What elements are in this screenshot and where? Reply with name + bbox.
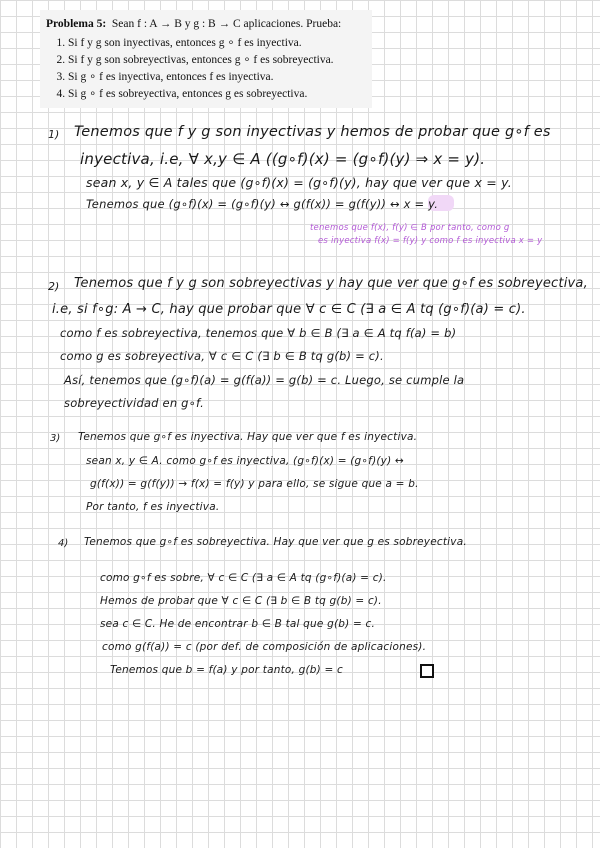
answer-1-line-3: sean x, y ∈ A tales que (g∘f)(x) = (g∘f)(y), hay que ver que x = y. (86, 175, 512, 190)
problem-statement: Sean f : A → B y g : B → C aplicaciones. Prueba: (111, 18, 342, 30)
answer-3-line-4: Por tanto, f es inyectiva. (86, 501, 220, 513)
answer-1-line-4: Tenemos que (g∘f)(x) = (g∘f)(y) ↔ g(f(x)) = g(f(y)) ↔ x = y. (86, 197, 439, 211)
answer-3-line-2: sean x, y ∈ A. como g∘f es inyectiva, (g∘f)(x) = (g∘f)(y) ↔ (86, 455, 404, 467)
answer-1-line-2: inyectiva, i.e, ∀ x,y ∈ A ((g∘f)(x) = (g∘f)(y) ⇒ x = y). (80, 150, 486, 168)
answer-1-number: 1) (48, 128, 60, 141)
answer-2-line-3: como f es sobreyectiva, tenemos que ∀ b ∈ B (∃ a ∈ A tq f(a) = b) (60, 326, 457, 340)
answer-2-line-4: como g es sobreyectiva, ∀ c ∈ C (∃ b ∈ B tq g(b) = c). (60, 349, 384, 363)
answer-4-line-2: como g∘f es sobre, ∀ c ∈ C (∃ a ∈ A tq (g∘f)(a) = c). (100, 572, 387, 584)
problem-title: Problema 5: (46, 18, 107, 30)
answer-2-line-5: Así, tenemos que (g∘f)(a) = g(f(a)) = g(b) = c. Luego, se cumple la (64, 373, 465, 387)
problem-item-1: 1. Si f y g son inyectivas, entonces g ∘ f es inyectiva. (68, 35, 366, 52)
problem-header (46, 16, 366, 33)
answer-4-line-3: Hemos de probar que ∀ c ∈ C (∃ b ∈ B tq g(b) = c). (100, 595, 382, 607)
answer-1-line-1: Tenemos que f y g son inyectivas y hemos de probar que g∘f es (74, 124, 551, 140)
answer-2-line-6: sobreyectividad en g∘f. (64, 396, 204, 410)
answer-4-number: 4) (58, 538, 69, 549)
problem-item-2: 2. Si f y g son sobreyectivas, entonces g ∘ f es sobreyectiva. (68, 52, 366, 69)
answer-4-line-4: sea c ∈ C. He de encontrar b ∈ B tal que g(b) = c. (100, 618, 376, 630)
answer-3-line-1: Tenemos que g∘f es inyectiva. Hay que ver que f es inyectiva. (78, 431, 418, 443)
qed-square-icon (420, 664, 434, 678)
problem-item-4: 4. Si g ∘ f es sobreyectiva, entonces g es sobreyectiva. (68, 86, 366, 103)
answer-2-line-2: i.e, si f∘g: A → C, hay que probar que ∀ c ∈ C (∃ a ∈ A tq (g∘f)(a) = c). (52, 302, 526, 317)
answer-4-line-5: como g(f(a)) = c (por def. de composición de aplicaciones). (102, 641, 427, 653)
answer-2-number: 2) (48, 280, 60, 293)
answer-3-number: 3) (50, 433, 61, 444)
answer-4-line-1: Tenemos que g∘f es sobreyectiva. Hay que ver que g es sobreyectiva. (84, 536, 467, 548)
answer-4-line-6: Tenemos que b = f(a) y por tanto, g(b) = c (110, 664, 343, 676)
problem-statement-box (40, 10, 372, 108)
answer-3-line-3: g(f(x)) = g(f(y)) → f(x) = f(y) y para ello, se sigue que a = b. (90, 478, 419, 490)
answer-1-note-line-1: tenemos que f(x), f(y) ∈ B por tanto, como g (310, 223, 510, 233)
problem-items (46, 35, 366, 103)
answer-1-note-line-2: es inyectiva f(x) = f(y) y como f es inyectiva x = y (318, 236, 543, 246)
answer-2-line-1: Tenemos que f y g son sobreyectivas y hay que ver que g∘f es sobreyectiva, (74, 276, 588, 291)
problem-item-3: 3. Si g ∘ f es inyectiva, entonces f es inyectiva. (68, 69, 366, 86)
